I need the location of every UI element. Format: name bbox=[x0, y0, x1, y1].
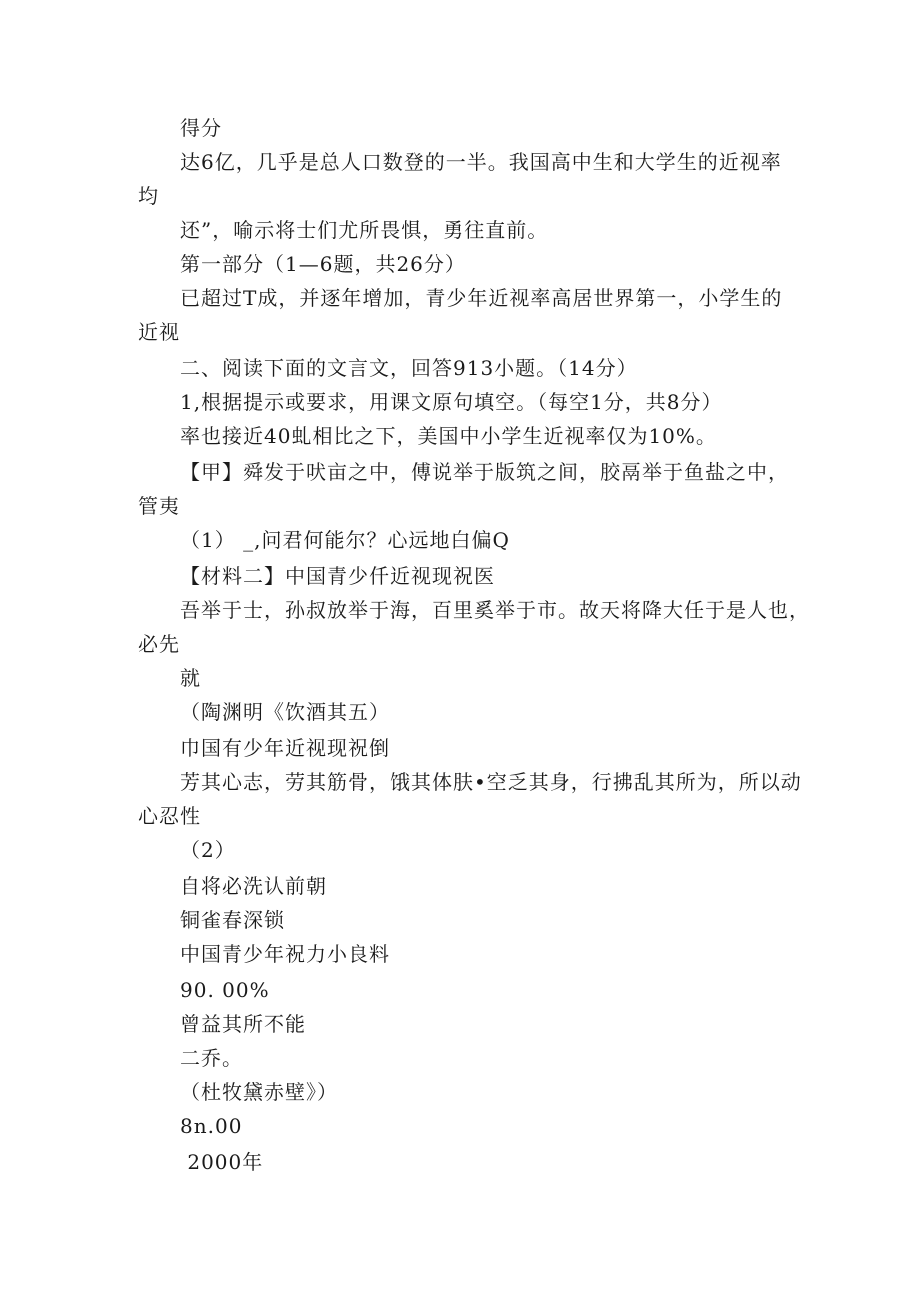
passage-line: 【甲】舜发于吠亩之中，傅说举于版筑之间，胶鬲举于鱼盐之中， bbox=[180, 460, 789, 484]
text-line: 90. 00% bbox=[180, 978, 270, 1002]
text-line: 曾益其所不能 bbox=[180, 1012, 306, 1036]
passage-line: 芳其心志，劳其筋骨，饿其体肤•空乏其身，行拂乱其所为，所以动 bbox=[180, 770, 802, 794]
passage-line: 心忍性 bbox=[138, 804, 201, 828]
passage-line: 必先 bbox=[138, 632, 180, 656]
question-item: 1,根据提示或要求，用课文原句填空。（每空1分，共8分） bbox=[180, 390, 723, 414]
blank-item: （1） _,问君何能尔？心远地白偏Q bbox=[180, 528, 510, 552]
text-line-score: 得分 bbox=[180, 116, 222, 140]
text-line: 自将必洗认前朝 bbox=[180, 874, 327, 898]
section-heading: 第一部分（1—6题，共26分） bbox=[180, 252, 466, 276]
text-line: 近视 bbox=[138, 320, 180, 344]
text-line: 就 bbox=[180, 666, 201, 690]
material-heading: 【材料二】中国青少仟近视现祝医 bbox=[180, 564, 495, 588]
text-line: 中国青少年祝力小良料 bbox=[180, 942, 390, 966]
text-line: （陶渊明《饮酒其五） bbox=[180, 700, 390, 724]
text-line: 还”，喻示将士们尤所畏惧，勇往直前。 bbox=[180, 218, 549, 242]
text-line: 二乔。 bbox=[180, 1046, 243, 1070]
text-line: 均 bbox=[138, 184, 159, 208]
blank-item: （2） bbox=[180, 838, 236, 862]
passage-line: 管夷 bbox=[138, 494, 180, 518]
text-line: 8n.00 bbox=[180, 1114, 243, 1138]
text-line: 已超过T成，并逐年增加，青少年近视率高居世界第一，小学生的 bbox=[180, 286, 783, 310]
text-line: 铜雀春深锁 bbox=[180, 908, 285, 932]
text-line: 达6亿，几乎是总人口数登的一半。我国高中生和大学生的近视率 bbox=[180, 150, 782, 174]
text-line: （杜牧黛赤壁》） bbox=[180, 1080, 338, 1104]
text-line: 率也接近40虬相比之下，美国中小学生近视率仅为10%。 bbox=[180, 424, 717, 448]
text-line: 2000年 bbox=[180, 1150, 264, 1174]
text-line: 巾国有少年近视现祝倒 bbox=[180, 736, 390, 760]
passage-line: 吾举于士，孙叔放举于海，百里奚举于市。故天将降大任于是人也， bbox=[180, 598, 810, 622]
question-heading: 二、阅读下面的文言文，回答913小题。（14分） bbox=[180, 356, 638, 380]
